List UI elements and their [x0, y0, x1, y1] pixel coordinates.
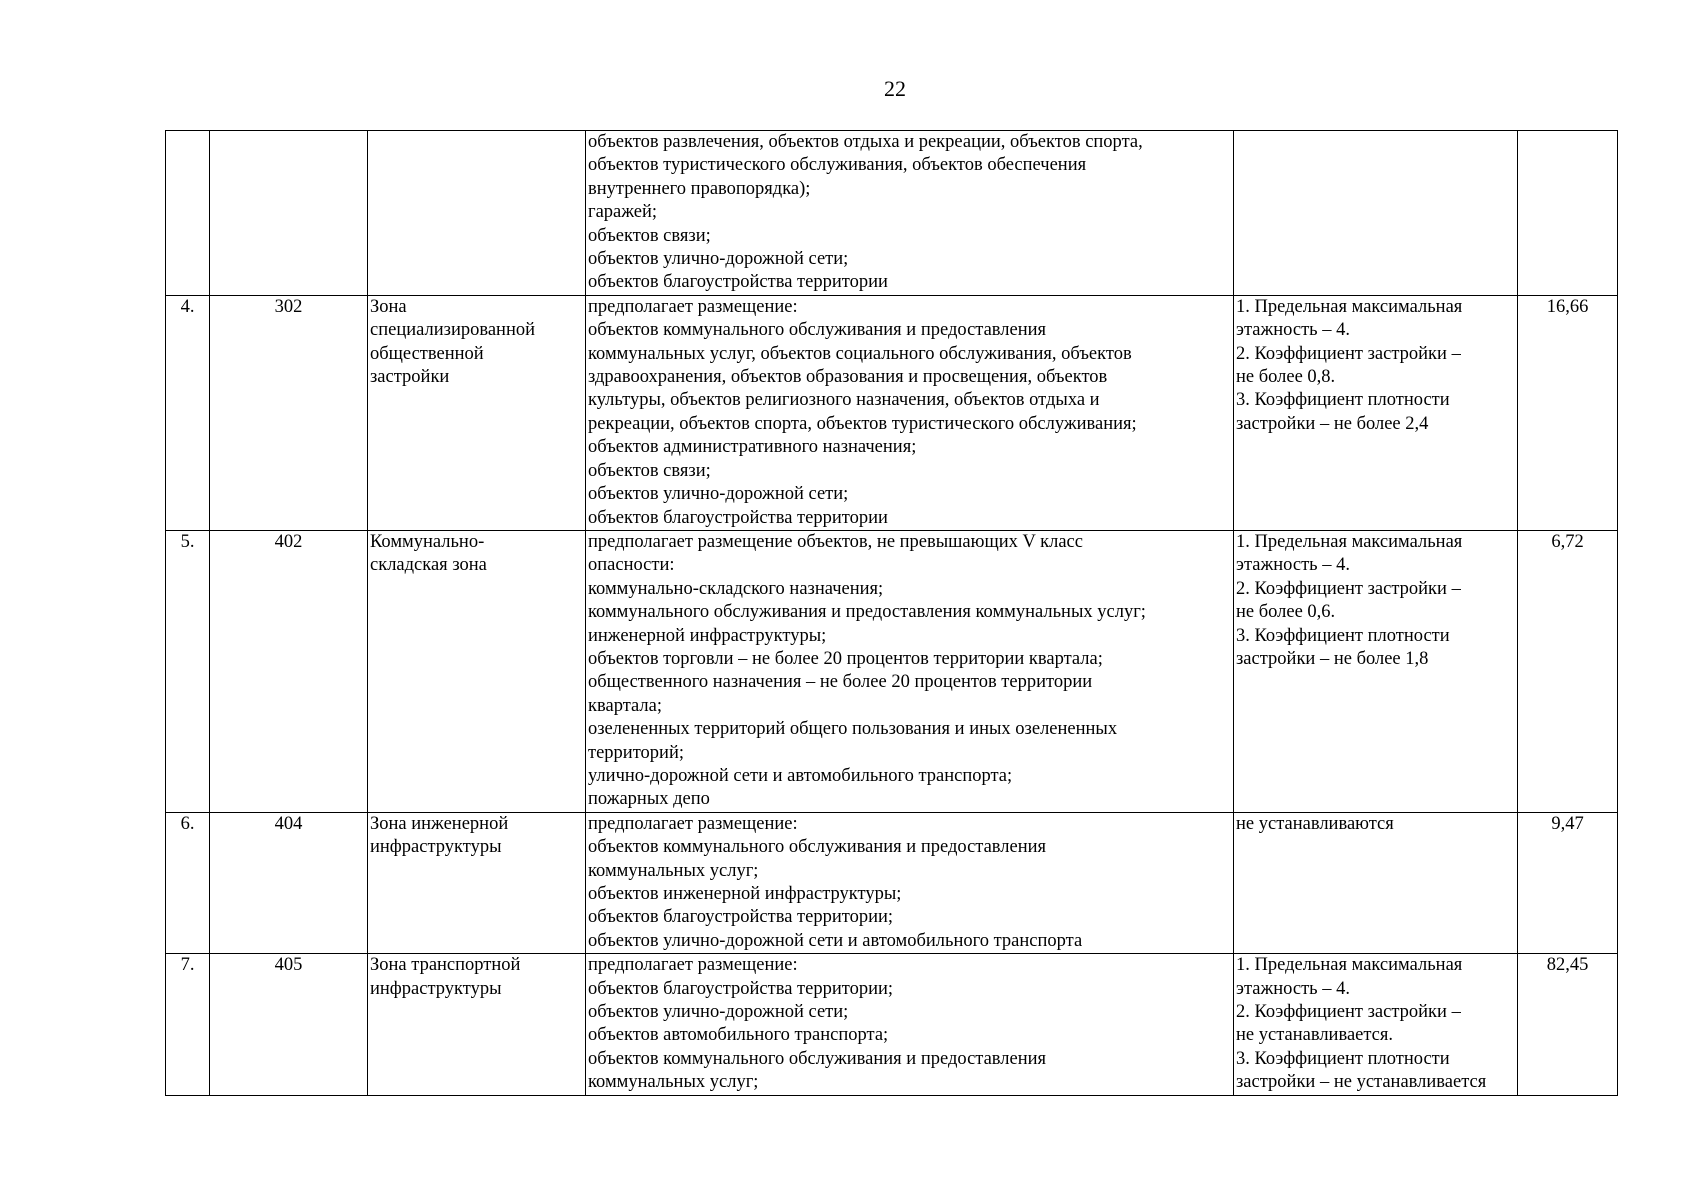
parameter-line: застройки – не более 2,4 [1236, 413, 1429, 434]
parameter-line: этажность – 4. [1236, 555, 1350, 576]
permitted-use-line: коммунального обслуживания и предоставления коммунальных услуг; [588, 602, 1146, 623]
permitted-use-line: объектов связи; [588, 225, 711, 246]
permitted-use-line: квартала; [588, 695, 662, 716]
cell-area [1518, 131, 1618, 296]
permitted-use-line: предполагает размещение: [588, 296, 798, 317]
zone-code-text: 302 [274, 296, 303, 317]
cell-zone-code [210, 530, 368, 812]
row-number-text: 6. [180, 813, 195, 834]
cell-permitted-uses [586, 812, 1234, 953]
zone-name-line: инфраструктуры [370, 837, 502, 858]
cell-permitted-uses [586, 530, 1234, 812]
cell-parameters [1234, 530, 1518, 812]
cell-permitted-uses [586, 131, 1234, 296]
parameter-line: 3. Коэффициент плотности [1236, 625, 1450, 646]
zone-name-line: складская зона [370, 555, 487, 576]
cell-permitted-uses [586, 295, 1234, 530]
zone-code-text: 405 [274, 955, 303, 976]
permitted-use-line: объектов улично-дорожной сети; [588, 484, 849, 505]
cell-zone-code [210, 131, 368, 296]
table-row [166, 295, 1618, 530]
permitted-use-line: здравоохранения, объектов образования и просвещения, объектов [588, 367, 1108, 388]
cell-zone-name [368, 131, 586, 296]
table-row [166, 812, 1618, 953]
cell-zone-code [210, 812, 368, 953]
permitted-use-line: объектов коммунального обслуживания и предоставления [588, 320, 1047, 341]
parameter-line: не более 0,6. [1236, 602, 1336, 623]
cell-permitted-uses [586, 954, 1234, 1095]
permitted-use-line: объектов благоустройства территории [588, 507, 888, 528]
parameter-line: 3. Коэффициент плотности [1236, 1048, 1450, 1069]
table-row [166, 131, 1618, 296]
area-value: 9,47 [1551, 813, 1584, 834]
permitted-use-line: инженерной инфраструктуры; [588, 625, 827, 646]
parameter-line: 3. Коэффициент плотности [1236, 390, 1450, 411]
cell-parameters [1234, 812, 1518, 953]
cell-zone-name [368, 954, 586, 1095]
permitted-use-line: объектов улично-дорожной сети и автомобильного транспорта [588, 930, 1083, 951]
zone-name-line: Зона транспортной [370, 955, 521, 976]
permitted-use-line: коммунальных услуг, объектов социального обслуживания, объектов [588, 343, 1132, 364]
parameter-line: застройки – не устанавливается [1236, 1072, 1487, 1093]
permitted-use-line: объектов автомобильного транспорта; [588, 1025, 889, 1046]
area-value: 6,72 [1551, 531, 1584, 552]
permitted-use-line: коммунальных услуг; [588, 860, 759, 881]
permitted-use-line: объектов улично-дорожной сети; [588, 1002, 849, 1023]
parameter-line: 1. Предельная максимальная [1236, 955, 1463, 976]
permitted-use-line: предполагает размещение объектов, не превышающих V класс [588, 531, 1083, 552]
area-value: 16,66 [1546, 296, 1589, 317]
cell-area [1518, 954, 1618, 1095]
parameter-line: 2. Коэффициент застройки – [1236, 343, 1461, 364]
parameter-line: застройки – не более 1,8 [1236, 648, 1429, 669]
permitted-use-line: объектов улично-дорожной сети; [588, 249, 849, 270]
zone-code-text: 402 [274, 531, 303, 552]
cell-row-number [166, 295, 210, 530]
zone-code-text: 404 [274, 813, 303, 834]
permitted-use-line: объектов инженерной инфраструктуры; [588, 884, 902, 904]
cell-zone-code [210, 295, 368, 530]
permitted-use-line: объектов развлечения, объектов отдыха и рекреации, объектов спорта, [588, 132, 1143, 152]
permitted-use-line: предполагает размещение: [588, 955, 798, 976]
parameter-line: не устанавливается. [1236, 1025, 1394, 1046]
permitted-use-line: коммунальных услуг; [588, 1072, 759, 1093]
permitted-use-line: объектов торговли – не более 20 процентов территории квартала; [588, 648, 1103, 669]
permitted-use-line: гаражей; [588, 202, 658, 223]
zone-name-line: инфраструктуры [370, 978, 502, 999]
permitted-use-line: коммунально-складского назначения; [588, 578, 884, 599]
cell-zone-code [210, 954, 368, 1095]
permitted-use-line: объектов коммунального обслуживания и предоставления [588, 837, 1047, 858]
row-number-text: 7. [180, 955, 195, 976]
parameter-line: 1. Предельная максимальная [1236, 531, 1463, 552]
table-row [166, 954, 1618, 1095]
cell-area [1518, 530, 1618, 812]
permitted-use-line: объектов связи; [588, 460, 711, 481]
zone-name-line: специализированной [370, 320, 535, 341]
table-row [166, 530, 1618, 812]
parameter-line: 2. Коэффициент застройки – [1236, 578, 1461, 599]
row-number-text: 5. [180, 531, 195, 552]
permitted-use-line: опасности: [588, 555, 675, 576]
cell-zone-name [368, 295, 586, 530]
parameter-line: не устанавливаются [1236, 813, 1394, 834]
cell-row-number [166, 530, 210, 812]
parameter-line: 1. Предельная максимальная [1236, 296, 1463, 317]
parameter-line: 2. Коэффициент застройки – [1236, 1002, 1461, 1023]
zone-name-line: застройки [370, 367, 450, 388]
zone-name-line: Зона инженерной [370, 813, 509, 834]
permitted-use-line: территорий; [588, 742, 684, 763]
cell-zone-name [368, 530, 586, 812]
parameter-line: этажность – 4. [1236, 978, 1350, 999]
cell-row-number [166, 954, 210, 1095]
cell-parameters [1234, 295, 1518, 530]
permitted-use-line: предполагает размещение: [588, 813, 798, 834]
permitted-use-line: объектов коммунального обслуживания и предоставления [588, 1048, 1047, 1069]
parameter-line: этажность – 4. [1236, 320, 1350, 341]
cell-parameters [1234, 954, 1518, 1095]
zone-name-line: Зона [370, 296, 407, 317]
permitted-use-line: внутреннего правопорядка); [588, 178, 811, 199]
cell-row-number [166, 131, 210, 296]
permitted-use-line: пожарных депо [588, 789, 710, 810]
permitted-use-line: объектов благоустройства территории [588, 272, 888, 293]
row-number-text: 4. [180, 296, 195, 317]
zones-table [165, 130, 1618, 1096]
zone-name-line: общественной [370, 343, 484, 364]
parameter-line: не более 0,8. [1236, 367, 1336, 388]
permitted-use-line: рекреации, объектов спорта, объектов туристического обслуживания; [588, 413, 1137, 434]
permitted-use-line: культуры, объектов религиозного назначения, объектов отдыха и [588, 390, 1100, 411]
cell-area [1518, 812, 1618, 953]
permitted-use-line: озелененных территорий общего пользования и иных озелененных [588, 719, 1118, 740]
zone-name-line: Коммунально- [370, 531, 485, 552]
zones-table-body [166, 131, 1618, 1096]
area-value: 82,45 [1546, 955, 1589, 976]
permitted-use-line: объектов благоустройства территории; [588, 907, 894, 928]
cell-zone-name [368, 812, 586, 953]
cell-area [1518, 295, 1618, 530]
permitted-use-line: объектов благоустройства территории; [588, 978, 894, 999]
permitted-use-line: объектов туристического обслуживания, объектов обеспечения [588, 155, 1087, 176]
page-number: 22 [884, 76, 906, 101]
permitted-use-line: общественного назначения – не более 20 процентов территории [588, 672, 1093, 693]
cell-parameters [1234, 131, 1518, 296]
cell-row-number [166, 812, 210, 953]
permitted-use-line: объектов административного назначения; [588, 437, 917, 458]
permitted-use-line: улично-дорожной сети и автомобильного транспорта; [588, 765, 1013, 786]
